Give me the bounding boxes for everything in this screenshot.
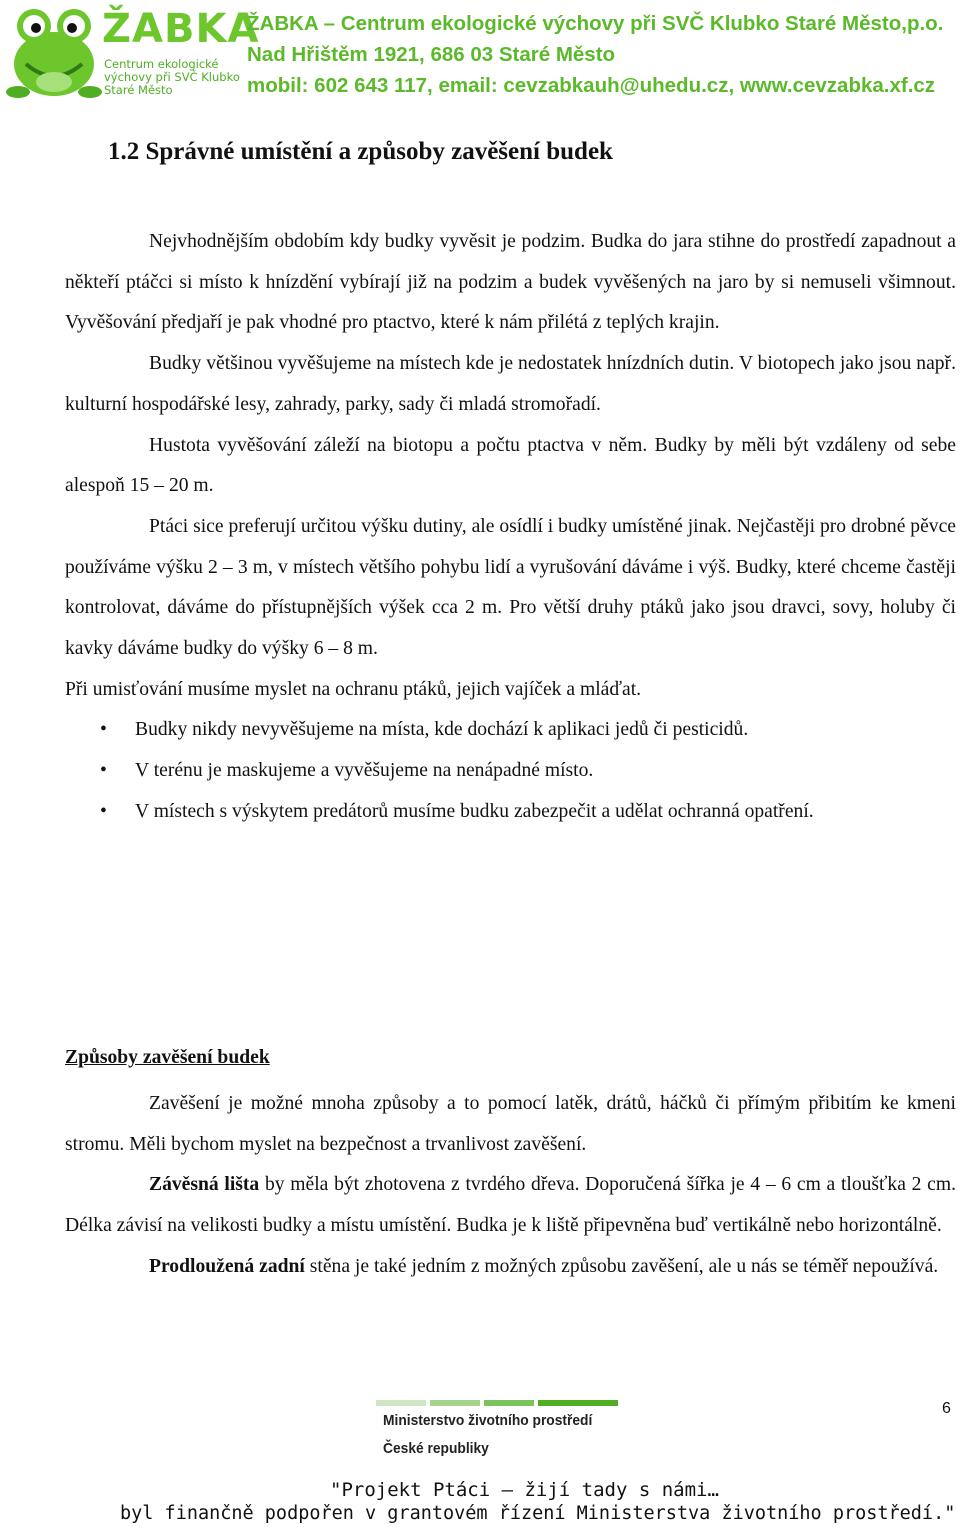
ministry-name: Ministerstvo životního prostředí [383, 1412, 593, 1429]
paragraph: Budky většinou vyvěšujeme na místech kde je nedostatek hnízdních dutin. V biotopech jako jsou např. kulturní hospodářské lesy, zahrady, parky, sady či mladá stromořadí. [65, 353, 956, 415]
body-text [65, 222, 956, 833]
frog-icon [4, 2, 104, 102]
bold-term: Závěsná lišta [149, 1174, 260, 1196]
bullet-icon: • [100, 719, 107, 741]
paragraph-text: stěna je také jedním z možných způsobu zavěšení, ale u nás se téměř nepoužívá. [304, 1255, 939, 1277]
bullet-text: V terénu je maskujeme a vyvěšujeme na nenápadné místo. [135, 760, 594, 782]
header-organization: ŽABKA – Centrum ekologické výchovy při SVČ Klubko Staré Město,p.o. [247, 12, 944, 35]
bullet-text: Budky nikdy nevyvěšujeme na místa, kde dochází k aplikaci jedů či pesticidů. [135, 719, 749, 741]
paragraph: Zavěšení je možné mnoha způsoby a to pomocí latěk, drátů, háčků či přímým přibitím ke kmeni stromu. Měli bychom myslet na bezpečnost a trvanlivost zavěšení. [65, 1093, 956, 1155]
page-number: 6 [942, 1400, 951, 1417]
paragraph: Ptáci sice preferují určitou výšku dutiny, ale osídlí i budky umístěné jinak. Nejčastěji pro drobné pěvce používáme výšku 2 – 3 m, v místech většího pohybu lidí a vyrušování dáváme i výš. Budky, které chceme častěji kontrolovat, dáváme do přístupnějších výšek cca 2 m. Pro větší druhy ptáků jako jsou dravci, sovy, holuby či kavky dáváme budky do výšky 6 – 8 m. [65, 515, 956, 660]
bullet-icon: • [100, 760, 107, 782]
logo-title: ŽABKA [102, 6, 260, 52]
zabka-logo [4, 2, 260, 102]
ministry-country: České republiky [383, 1440, 489, 1457]
bullet-text: V místech s výskytem predátorů musíme budku zabezpečit a udělat ochranná opatření. [135, 800, 814, 822]
bold-term: Prodloužená zadní [149, 1255, 305, 1277]
header-address: Nad Hřištěm 1921, 686 03 Staré Město [247, 43, 616, 66]
section-title: 1.2 Správné umístění a způsoby zavěšení budek [108, 138, 613, 165]
page-header [0, 0, 960, 110]
logo-subtitle: Centrum ekologické výchovy při SVČ Klubko Staré Město [104, 57, 240, 97]
paragraph [65, 1165, 956, 1246]
body-text-2 [65, 1084, 956, 1288]
project-line-2: byl finančně podpořen v grantovém řízení Ministerstva životního prostředí." [120, 1503, 956, 1524]
paragraph [65, 1247, 956, 1288]
bullet-item [65, 792, 956, 833]
paragraph: Hustota vyvěšování záleží na biotopu a počtu ptactva v něm. Budky by měli být vzdáleny od sebe alespoň 15 – 20 m. [65, 434, 956, 497]
paragraph: Při umisťování musíme myslet na ochranu ptáků, jejich vajíček a mláďat. [65, 678, 642, 700]
header-contact: mobil: 602 643 117, email: cevzabkauh@uhedu.cz, www.cevzabka.xf.cz [247, 74, 936, 97]
subheading: Způsoby zavěšení budek [65, 1047, 270, 1068]
ministry-logo-bars [376, 1400, 621, 1410]
bullet-icon: • [100, 800, 107, 822]
bullet-item [65, 751, 956, 792]
project-line-1: "Projekt Ptáci – žijí tady s námi… [330, 1479, 719, 1501]
paragraph-text: by měla být zhotovena z tvrdého dřeva. Doporučená šířka je 4 – 6 cm a tloušťka 2 cm. Délka závisí na velikosti budky a místu umístění. Budka je k liště připevněna buď vertikálně nebo horizontálně. [65, 1174, 956, 1237]
paragraph: Nejvhodnějším obdobím kdy budky vyvěsit je podzim. Budka do jara stihne do prostředí zapadnout a někteří ptáčci si místo k hnízdění vybírají již na podzim a budek vyvěšených na jaro by si nemuseli všimnout. Vyvěšování předjaří je pak vhodné pro ptactvo, které k nám přilétá z teplých krajin. [65, 231, 956, 334]
bullet-item [65, 710, 956, 751]
